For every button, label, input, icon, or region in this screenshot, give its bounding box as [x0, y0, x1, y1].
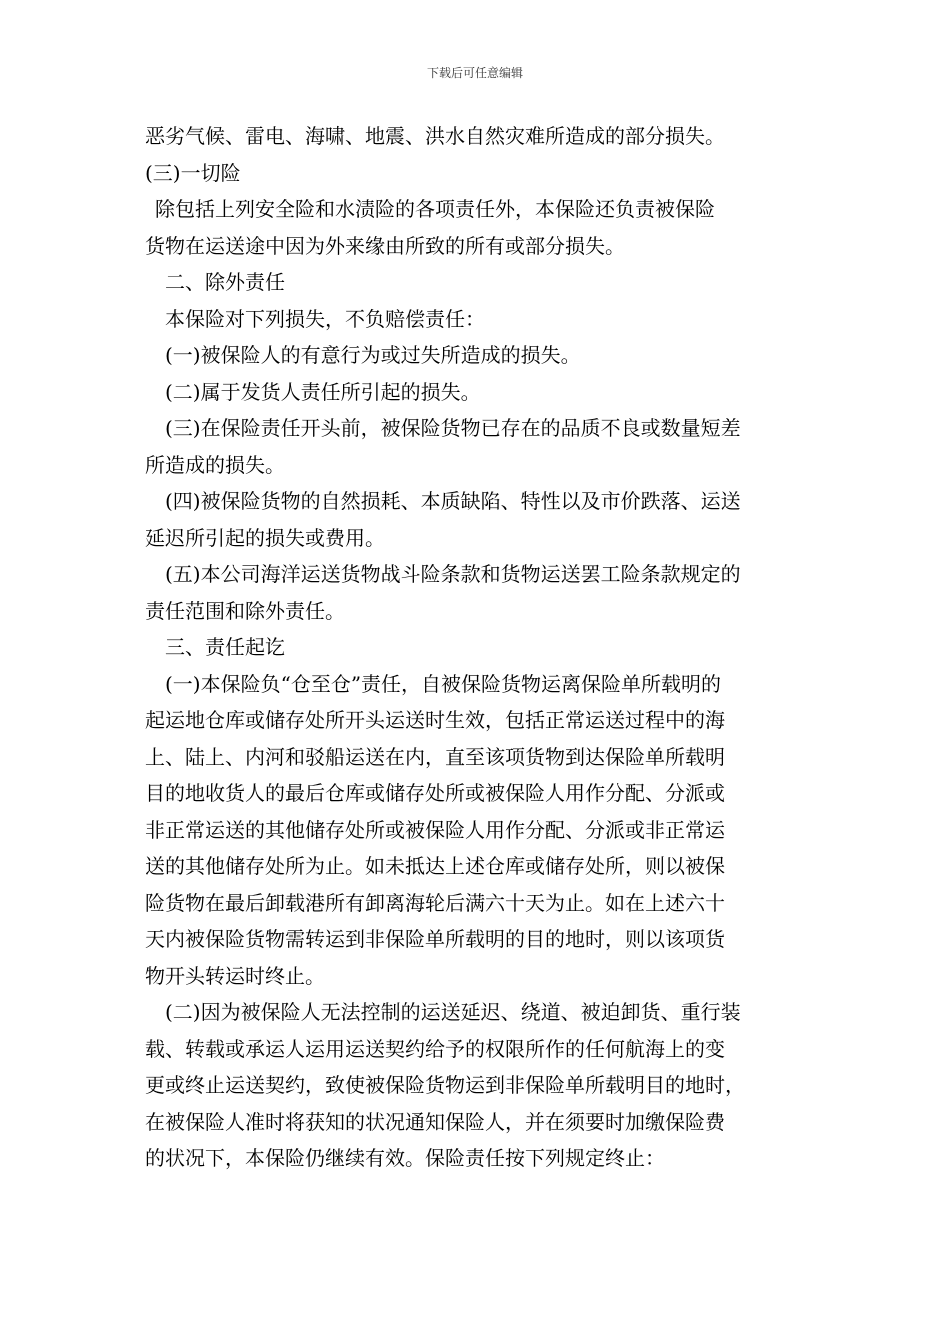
text-line: 本保险对下列损失，不负赔偿责任：: [165, 306, 485, 331]
text-line: 的状况下，本保险仍继续有效。保险责任按下列规定终止：: [145, 1146, 665, 1170]
text-line: (二)属于发货人责任所引起的损失。: [165, 379, 481, 404]
text-line: 二、除外责任: [165, 270, 285, 294]
text-line: 载、转载或承运人运用运送契约给予的权限所作的任何航海上的变: [145, 1036, 725, 1061]
text-line: (四)被保险货物的自然损耗、本质缺陷、特性以及市价跌落、运送: [165, 489, 741, 513]
text-line: 天内被保险货物需转运到非保险单所载明的目的地时，则以该项货: [145, 927, 725, 951]
text-line: 三、责任起讫: [165, 635, 285, 659]
text-line: 除包括上列安全险和水渍险的各项责任外，本保险还负责被保险: [155, 197, 715, 221]
text-line: 恶劣气候、雷电、海啸、地震、洪水自然灾难所造成的部分损失。: [145, 124, 725, 148]
text-line: 所造成的损失。: [145, 452, 285, 477]
text-line: 货物在运送途中因为外来缘由所致的所有或部分损失。: [145, 233, 625, 258]
text-line: (五)本公司海洋运送货物战斗险条款和货物运送罢工险条款规定的: [165, 562, 741, 586]
text-line: (一)本保险负“仓至仓”责任，自被保险货物运离保险单所载明的: [165, 671, 722, 696]
text-line: 上、陆上、内河和驳船运送在内，直至该项货物到达保险单所载明: [145, 744, 725, 769]
text-line: (三)一切险: [145, 160, 241, 185]
text-line: (三)在保险责任开头前，被保险货物已存在的品质不良或数量短差: [165, 416, 741, 440]
text-line: 物开头转运时终止。: [145, 963, 325, 988]
text-line: 责任范围和除外责任。: [145, 598, 345, 623]
text-line: 目的地收货人的最后仓库或储存处所或被保险人用作分配、分派或: [145, 781, 725, 805]
text-line: 更或终止运送契约，致使被保险货物运到非保险单所载明目的地时，: [145, 1073, 745, 1097]
text-line: 起运地仓库或储存处所开头运送时生效，包括正常运送过程中的海: [145, 708, 725, 732]
text-line: 在被保险人准时将获知的状况通知保险人，并在须要时加缴保险费: [145, 1109, 725, 1134]
text-line: 非正常运送的其他储存处所或被保险人用作分配、分派或非正常运: [145, 817, 725, 842]
document-body: [145, 118, 817, 1177]
text-line: 险货物在最后卸载港所有卸离海轮后满六十天为止。如在上述六十: [145, 890, 725, 915]
text-line: (一)被保险人的有意行为或过失所造成的损失。: [165, 343, 581, 367]
text-line: (二)因为被保险人无法控制的运送延迟、绕道、被迫卸货、重行装: [165, 1000, 741, 1024]
text-line: 送的其他储存处所为止。如未抵达上述仓库或储存处所，则以被保: [145, 854, 725, 878]
page-header: 下载后可任意编辑: [426, 66, 523, 80]
text-line: 延迟所引起的损失或费用。: [145, 525, 385, 550]
